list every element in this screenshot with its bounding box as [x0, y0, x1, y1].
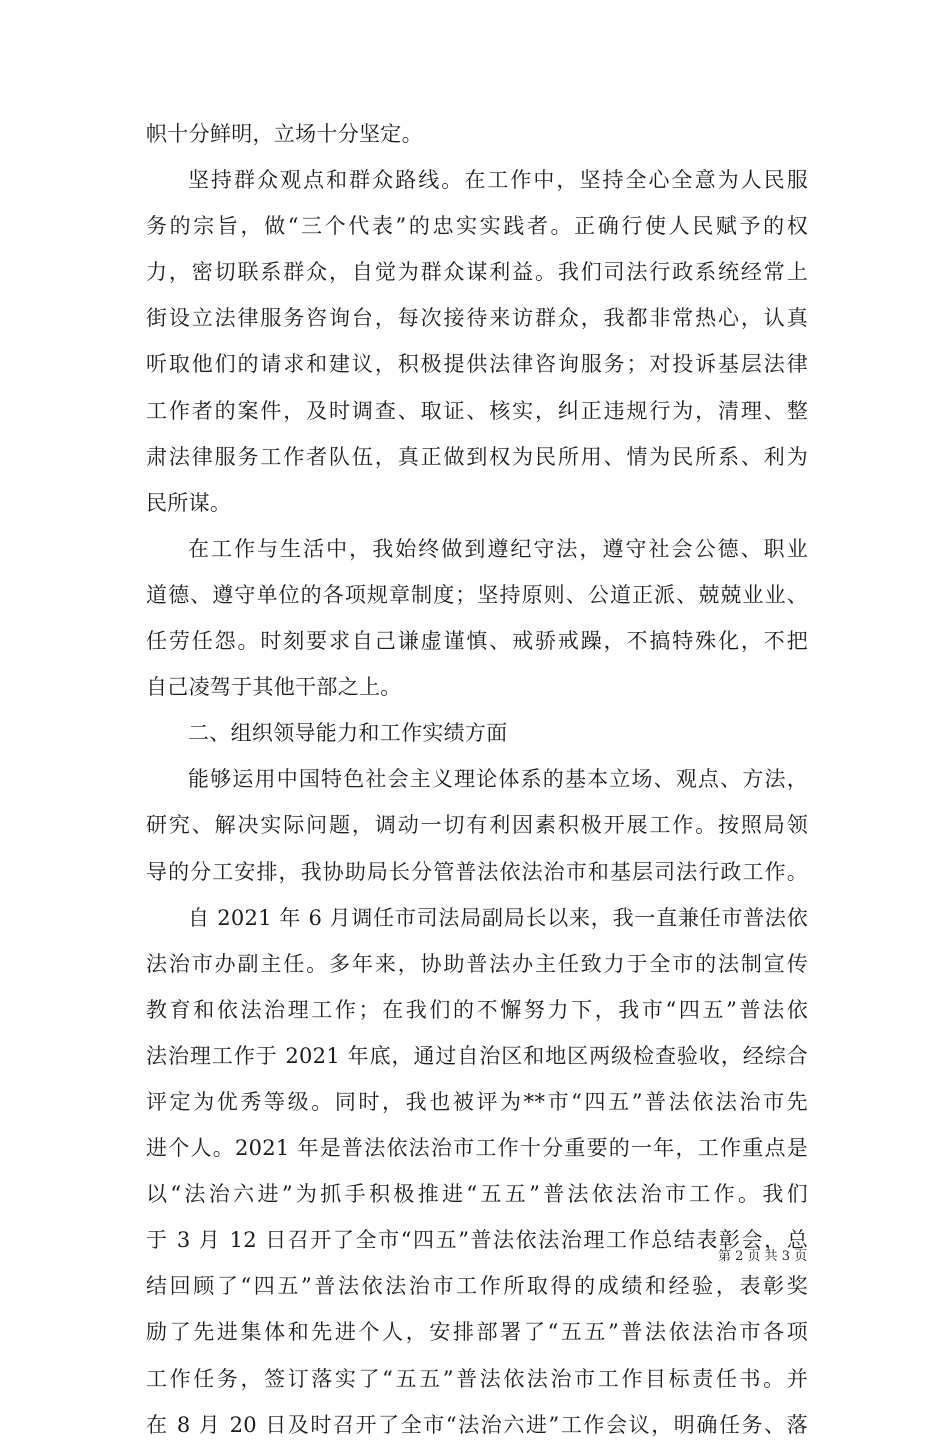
text-line: 结回顾了“四五”普法依法治市工作所取得的成绩和经验，表彰奖	[146, 1274, 808, 1299]
text-line: 能够运用中国特色社会主义理论体系的基本立场、观点、方法，	[188, 767, 808, 792]
text-line: 肃法律服务工作者队伍，真正做到权为民所用、情为民所系、利为	[146, 444, 808, 469]
text-line: 在工作与生活中，我始终做到遵纪守法，遵守社会公德、职业	[188, 536, 808, 561]
text-line: 工作任务，签订落实了“五五”普法依法治市工作目标责任书。并	[146, 1366, 808, 1391]
text-line: 导的分工安排，我协助局长分管普法依法治市和基层司法行政工作。	[146, 859, 808, 884]
text-line: 教育和依法治理工作；在我们的不懈努力下，我市“四五”普法依	[146, 997, 808, 1022]
text-line: 民所谋。	[146, 490, 232, 515]
text-line: 自己凌驾于其他干部之上。	[146, 675, 402, 700]
page-number-footer: 第 2 页 共 3 页	[718, 1249, 808, 1264]
text-line: 务的宗旨，做“三个代表”的忠实实践者。正确行使人民赋予的权	[146, 214, 808, 239]
text-line: 工作者的案件，及时调查、取证、核实，纠正违规行为，清理、整	[146, 398, 808, 423]
text-line: 研究、解决实际问题，调动一切有利因素积极开展工作。按照局领	[146, 813, 808, 838]
text-line: 自 2021 年 6 月调任市司法局副局长以来，我一直兼任市普法依	[188, 905, 808, 930]
text-line: 街设立法律服务咨询台，每次接待来访群众，我都非常热心，认真	[146, 306, 808, 331]
text-line: 励了先进集体和先进个人，安排部署了“五五”普法依法治市各项	[146, 1320, 808, 1345]
text-line: 二、组织领导能力和工作实绩方面	[188, 721, 508, 746]
text-line: 法治理工作于 2021 年底，通过自治区和地区两级检查验收，经综合	[146, 1043, 808, 1068]
text-line: 道德、遵守单位的各项规章制度；坚持原则、公道正派、兢兢业业、	[146, 582, 808, 607]
text-line: 在 8 月 20 日及时召开了全市“法治六进”工作会议，明确任务、落	[146, 1412, 808, 1437]
text-line: 评定为优秀等级。同时，我也被评为**市“四五”普法依法治市先	[146, 1089, 808, 1114]
text-line: 以“法治六进”为抓手积极推进“五五”普法依法治市工作。我们	[146, 1182, 808, 1207]
document-body	[146, 111, 808, 1448]
text-line: 坚持群众观点和群众路线。在工作中，坚持全心全意为人民服	[188, 168, 808, 193]
text-line: 听取他们的请求和建议，积极提供法律咨询服务；对投诉基层法律	[146, 352, 808, 377]
text-line: 任劳任怨。时刻要求自己谦虚谨慎、戒骄戒躁，不搞特殊化，不把	[146, 629, 808, 654]
text-line: 于 3 月 12 日召开了全市“四五”普法依法治理工作总结表彰会，总	[146, 1228, 808, 1253]
text-line: 进个人。2021 年是普法依法治市工作十分重要的一年，工作重点是	[146, 1136, 808, 1161]
text-line: 帜十分鲜明，立场十分坚定。	[146, 122, 423, 146]
text-line: 力，密切联系群众，自觉为群众谋利益。我们司法行政系统经常上	[146, 260, 808, 285]
text-line: 法治市办副主任。多年来，协助普法办主任致力于全市的法制宣传	[146, 951, 808, 976]
